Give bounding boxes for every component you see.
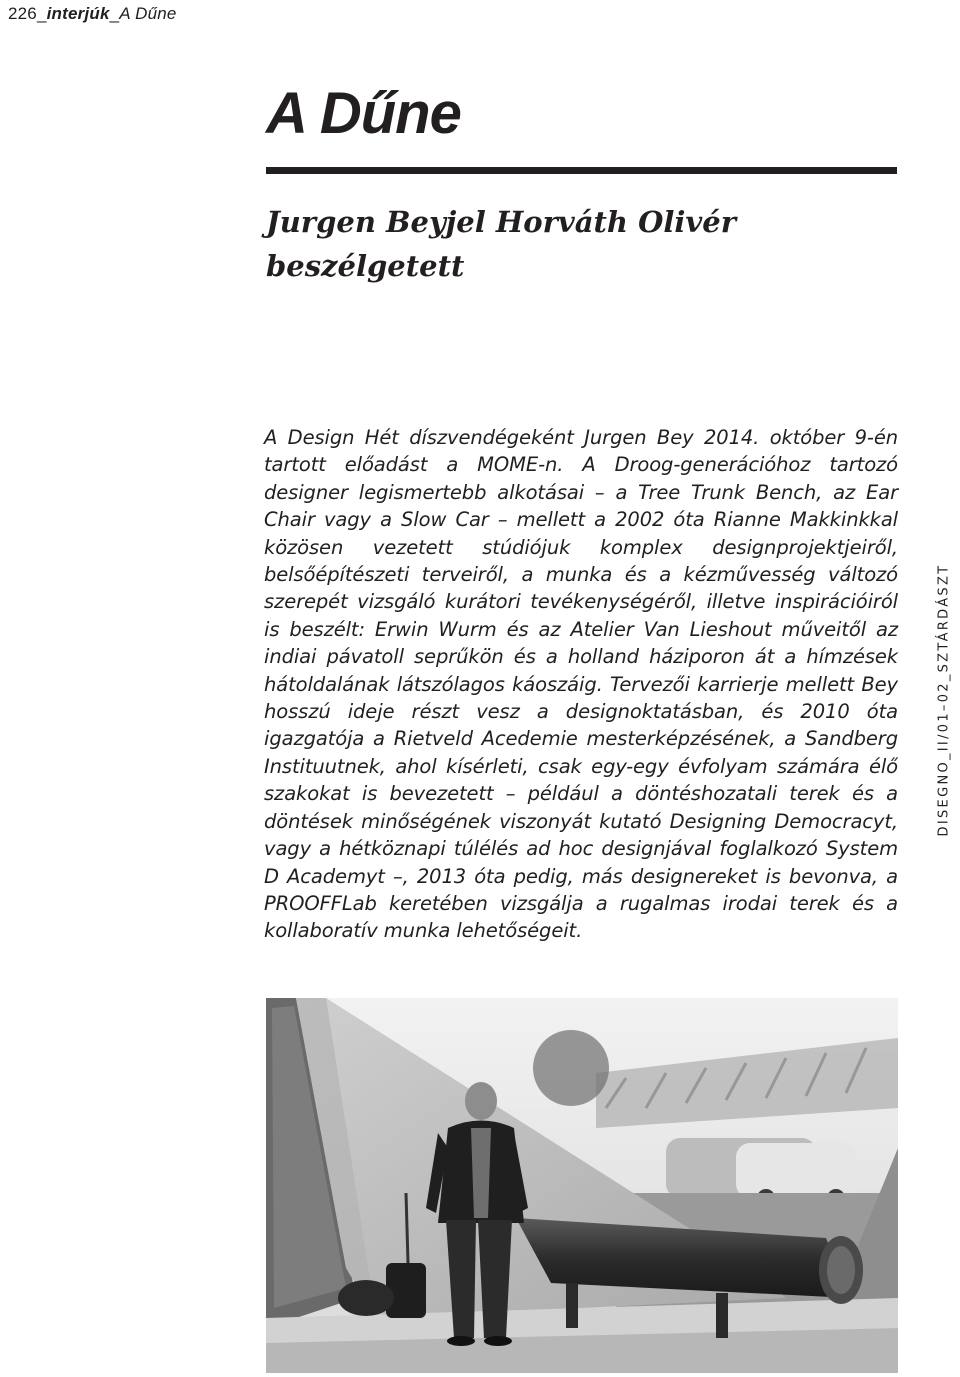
title-rule [266,167,897,174]
running-head-title: A Dűne [119,4,177,23]
suitcase [386,1263,426,1318]
subtitle-line-2: beszélgetett [266,249,465,283]
subtitle-line-1: Jurgen Beyjel Horváth Olivér [266,205,736,239]
article-subtitle [266,200,886,288]
page-number: 226 [8,4,37,23]
running-head-section: interjúk [46,4,110,23]
photo-illustration [266,998,898,1373]
article-title: A Dűne [266,81,461,146]
running-head-separator: _ [36,4,47,23]
lead-paragraph: A Design Hét díszvendégeként Jurgen Bey 2014. október 9-én tartott előadást a MOME-n. A Droog-generációhoz tartozó designer legismertebb alkotásai – a Tree Trunk Bench, az Ear Chair vagy a Slow Car – mellett a 2002 óta Rianne Makkinkkal közösen vezetett stúdiójuk komplex designprojektjeiről, belsőépítészeti terveiről, a munka és a kézművesség változó szerepét vizsgáló kurátori tevékenységéről, illetve inspirációiról is beszélt: Erwin Wurm és az Atelier Van Lieshout műveitől az indiai pávatoll seprűkön és a holland háziporon át a hímzések hátoldalának látszólagos káoszáig. Tervezői karrierje mellett Bey hosszú ideje részt vesz a designoktatásban, és 2010 óta igazgatója a Rietveld Acedemie mesterképzésének, a Sandberg Instituutnek, ahol kísérleti, csak egy-egy évfolyam számára élő szakokat is bevezetett – például a döntéshozatali terek és a döntések minőségének viszonyát kutató Designing Democracyt, vagy a hétköznapi túlélés ad hoc designjával foglalkozó System D Academyt –, 2013 óta pedig, más designereket is bevonva, a PROOFFLab keretében vizsgálja a rugalmas irodai terek és a kollaboratív munka lehetőségeit. [264,426,898,943]
tree [533,1030,609,1106]
running-head [8,4,177,24]
running-head-separator: _ [109,4,120,23]
side-label: DISEGNO_II/01–02_SZTÁRDÁSZT [936,563,952,837]
backpack [338,1280,394,1316]
article-photo [266,998,898,1373]
